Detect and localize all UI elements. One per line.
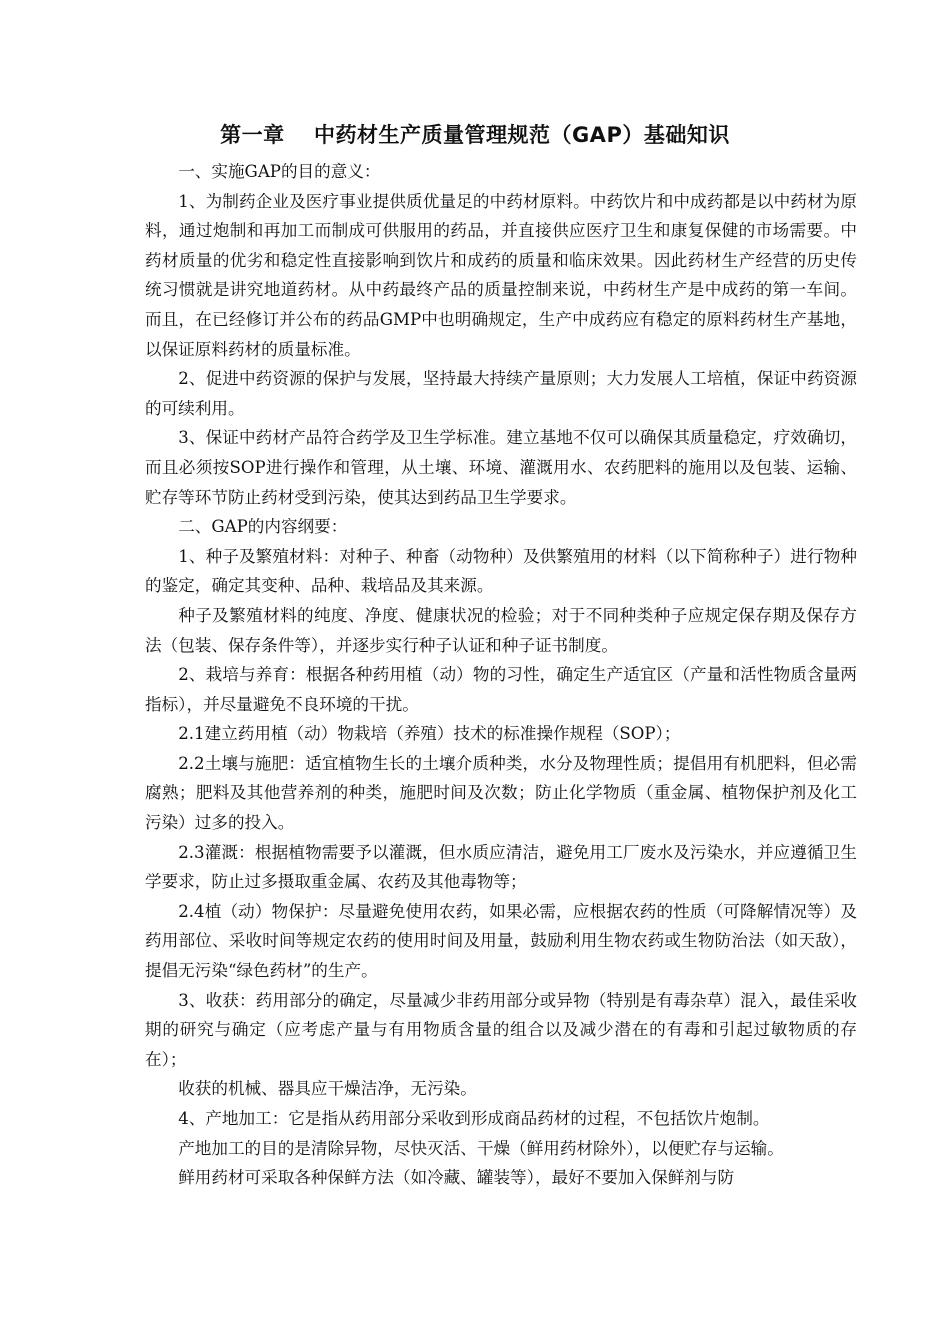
paragraph: 1、为制药企业及医疗事业提供质优量足的中药材原料。中药饮片和中成药都是以中药材为原料，通过炮制和再加工而制成可供服用的药品，并直接供应医疗卫生和康复保健的市场需要。中药材质量的优劣和稳定性直接影响到饮片和成药的质量和临床效果。因此药材生产经营的历史传统习惯就是讲究地道药材。从中药最终产品的质量控制来说，中药材生产是中成药的第一车间。而且，在已经修订并公布的药品GMP中也明确规定，生产中成药应有稳定的原料药材生产基地，以保证原料药材的质量标准。	[145, 191, 857, 359]
paragraph: 收获的机械、器具应干燥洁净，无污染。	[178, 1079, 477, 1099]
paragraph: 2.4植（动）物保护：尽量避免使用农药，如果必需，应根据农药的性质（可降解情况等）及药用部位、采收时间等规定农药的使用时间及用量，鼓励利用生物农药或生物防治法（如天敌），提倡无污染“绿色药材”的生产。	[145, 901, 857, 981]
section-heading-purpose: 一、实施GAP的目的意义：	[178, 162, 381, 181]
paragraph: 3、保证中药材产品符合药学及卫生学标准。建立基地不仅可以确保其质量稳定，疗效确切，而且必须按SOP进行操作和管理，从土壤、环境、灌溉用水、农药肥料的施用以及包装、运输、贮存等环节防止药材受到污染，使其达到药品卫生学要求。	[145, 428, 857, 507]
paragraph: 2.3灌溉：根据植物需要予以灌溉，但水质应清洁，避免用工厂废水及污染水，并应遵循卫生学要求，防止过多摄取重金属、农药及其他毒物等；	[145, 842, 857, 892]
paragraph: 产地加工的目的是清除异物，尽快灭活、干燥（鲜用药材除外），以便贮存与运输。	[178, 1138, 784, 1158]
paragraph: 种子及繁殖材料的纯度、净度、健康状况的检验；对于不同种类种子应规定保存期及保存方法（包装、保存条件等），并逐步实行种子认证和种子证书制度。	[145, 605, 857, 655]
paragraph: 3、收获：药用部分的确定，尽量减少非药用部分或异物（特别是有毒杂草）混入，最佳采收期的研究与确定（应考虑产量与有用物质含量的组合以及减少潜在的有毒和引起过敏物质的存在）；	[145, 990, 857, 1069]
paragraph: 2、栽培与养育：根据各种药用植（动）物的习性，确定生产适宜区（产量和活性物质含量两指标），并尽量避免不良环境的干扰。	[145, 665, 857, 714]
paragraph: 4、产地加工：它是指从药用部分采收到形成商品药材的过程，不包括饮片炮制。	[178, 1109, 770, 1128]
paragraph: 2.1建立药用植（动）物栽培（养殖）技术的标准操作规程（SOP）；	[178, 724, 681, 744]
paragraph: 鲜用药材可采取各种保鲜方法（如冷藏、罐装等），最好不要加入保鲜剂与防	[178, 1168, 735, 1188]
section-heading-outline: 二、GAP的内容纲要：	[178, 517, 348, 537]
chapter-title: 第一章 中药材生产质量管理规范（GAP）基础知识	[220, 123, 730, 147]
paragraph: 2.2土壤与施肥：适宜植物生长的土壤介质种类，水分及物理性质；提倡用有机肥料，但必需腐熟；肥料及其他营养剂的种类，施肥时间及次数；防止化学物质（重金属、植物保护剂及化工污染）过多的投入。	[145, 753, 857, 833]
paragraph: 2、促进中药资源的保护与发展，坚持最大持续产量原则；大力发展人工培植，保证中药资源的可续利用。	[145, 369, 857, 418]
paragraph: 1、种子及繁殖材料：对种子、种畜（动物种）及供繁殖用的材料（以下简称种子）进行物种的鉴定，确定其变种、品种、栽培品及其来源。	[145, 546, 857, 596]
document-body	[145, 157, 857, 1193]
